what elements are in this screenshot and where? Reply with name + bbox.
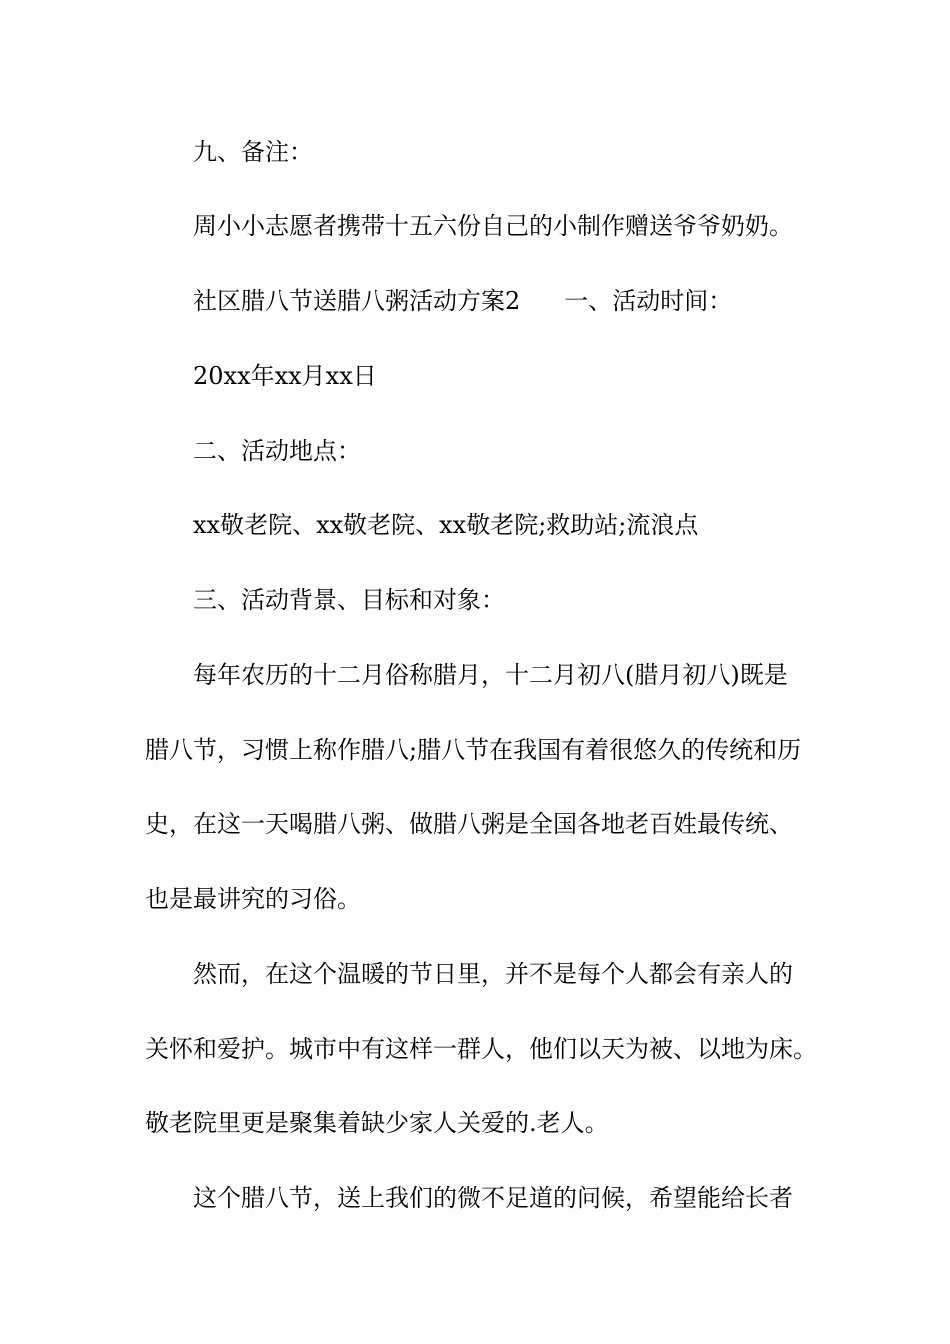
paragraph-line: 也是最讲究的习俗。 <box>145 885 361 913</box>
paragraph-line: 关怀和爱护。城市中有这样一群人，他们以天为被、以地为床。 <box>145 1035 817 1063</box>
heading-activity-time: 一、活动时间： <box>564 287 733 315</box>
section-title-line <box>193 284 873 318</box>
paragraph-line: 然而，在这个温暖的节日里，并不是每个人都会有亲人的 <box>193 960 793 988</box>
paragraph-line: 敬老院里更是聚集着缺少家人关爱的.老人。 <box>145 1109 609 1137</box>
heading-activity-background: 三、活动背景、目标和对象： <box>193 586 505 614</box>
paragraph-line: 史，在这一天喝腊八粥、做腊八粥是全国各地老百姓最传统、 <box>145 810 793 838</box>
activity-date: 20xx年xx月xx日 <box>193 362 377 390</box>
paragraph-line: 腊八节，习惯上称作腊八;腊八节在我国有着很悠久的传统和历 <box>145 736 802 764</box>
paragraph-line: 这个腊八节，送上我们的微不足道的问候，希望能给长者 <box>193 1184 793 1212</box>
paragraph-line: 每年农历的十二月俗称腊月，十二月初八(腊月初八)既是 <box>193 661 788 689</box>
heading-activity-location: 二、活动地点： <box>193 437 361 465</box>
heading-remarks: 九、备注： <box>193 138 313 166</box>
plan-title: 社区腊八节送腊八粥活动方案2 <box>193 287 521 315</box>
activity-location-list: xx敬老院、xx敬老院、xx敬老院;救助站;流浪点 <box>193 511 699 539</box>
paragraph-line: 周小小志愿者携带十五六份自己的小制作赠送爷爷奶奶。 <box>193 212 793 240</box>
